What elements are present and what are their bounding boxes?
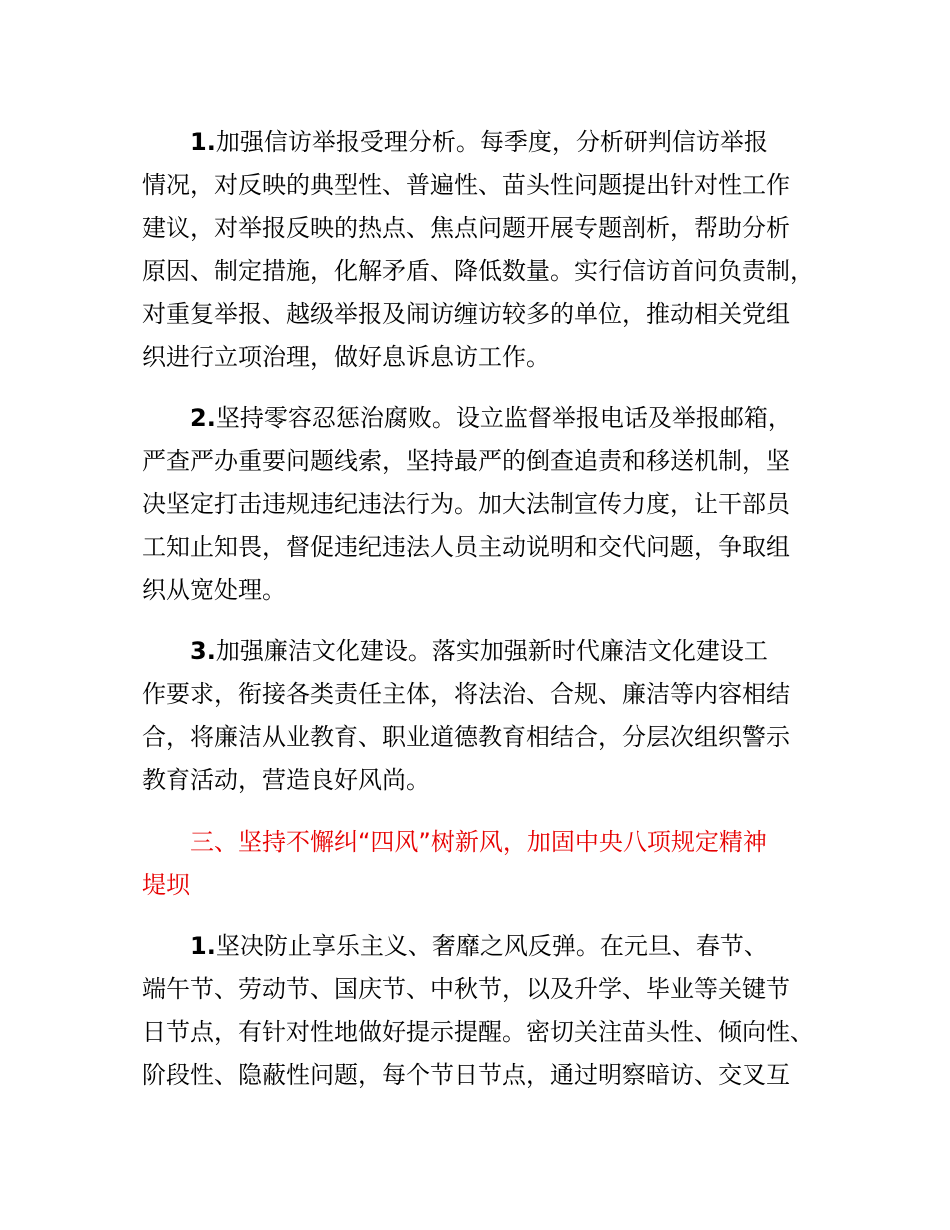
paragraph-1-line-3: 建议，对举报反映的热点、焦点问题开展专题剖析，帮助分析 xyxy=(142,214,790,242)
paragraph-1-line-6: 织进行立项治理，做好息诉息访工作。 xyxy=(142,343,550,371)
paragraph-1-line-2: 情况，对反映的典型性、普遍性、苗头性问题提出针对性工作 xyxy=(142,171,790,199)
paragraph-3-line-4: 教育活动，营造良好风尚。 xyxy=(142,766,430,794)
final-paragraph-number: 1. xyxy=(190,932,216,960)
paragraph-3-line-3: 合，将廉洁从业教育、职业道德教育相结合，分层次组织警示 xyxy=(142,723,790,751)
paragraph-3-line-1: 3.加强廉洁文化建设。落实加强新时代廉洁文化建设工 xyxy=(190,637,768,665)
paragraph-1-line-4: 原因、制定措施，化解矛盾、降低数量。实行信访首问负责制， xyxy=(142,257,814,285)
section-heading-line-2: 堤坝 xyxy=(142,871,190,899)
final-paragraph-line-4: 阶段性、隐蔽性问题，每个节日节点，通过明察暗访、交叉互 xyxy=(142,1061,790,1089)
final-paragraph-line-3: 日节点，有针对性地做好提示提醒。密切关注苗头性、倾向性、 xyxy=(142,1018,814,1046)
paragraph-2-line-3: 决坚定打击违规违纪违法行为。加大法制宣传力度，让干部员 xyxy=(142,490,790,518)
final-paragraph-line-1: 1.坚决防止享乐主义、奢靡之风反弹。在元旦、春节、 xyxy=(190,932,768,960)
paragraph-1-number: 1. xyxy=(190,128,216,156)
paragraph-2-line-2: 严查严办重要问题线索，坚持最严的倒查追责和移送机制，坚 xyxy=(142,447,790,475)
section-heading-line-1: 三、坚持不懈纠“四风”树新风，加固中央八项规定精神 xyxy=(190,828,767,856)
paragraph-2-line-5: 织从宽处理。 xyxy=(142,576,286,604)
paragraph-1-line-5: 对重复举报、越级举报及闹访缠访较多的单位，推动相关党组 xyxy=(142,300,790,328)
paragraph-2-line-1: 2.坚持零容忍惩治腐败。设立监督举报电话及举报邮箱， xyxy=(190,404,792,432)
paragraph-2-number: 2. xyxy=(190,404,216,432)
paragraph-1-line-1: 1.加强信访举报受理分析。每季度，分析研判信访举报 xyxy=(190,128,768,156)
final-paragraph-line-2: 端午节、劳动节、国庆节、中秋节，以及升学、毕业等关键节 xyxy=(142,975,790,1003)
paragraph-3-number: 3. xyxy=(190,637,216,665)
paragraph-2-line-4: 工知止知畏，督促违纪违法人员主动说明和交代问题，争取组 xyxy=(142,533,790,561)
paragraph-3-line-2: 作要求，衔接各类责任主体，将法治、合规、廉洁等内容相结 xyxy=(142,680,790,708)
